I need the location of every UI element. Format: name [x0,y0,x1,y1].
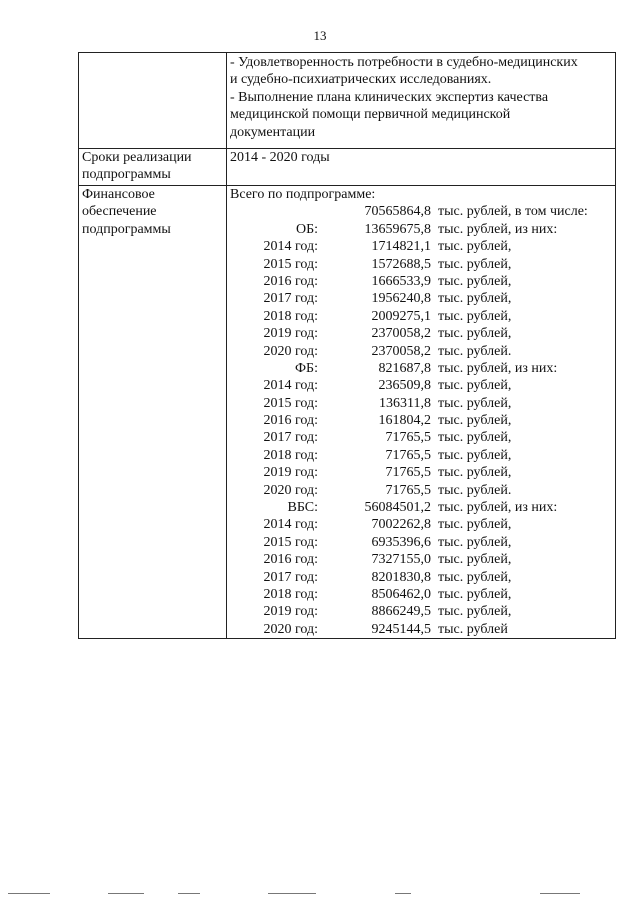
finance-line-unit: тыс. рублей, [438,587,512,602]
finance-line-unit: тыс. рублей [438,621,508,637]
period-label-cell [79,149,227,186]
finance-line-label: 2017 год: [263,291,318,307]
period-row [79,149,616,186]
finance-line-unit: тыс. рублей, [438,604,512,620]
finance-line-label: 2015 год: [263,395,318,411]
finance-line-unit: тыс. рублей. [438,343,512,359]
finance-line-value: 821687,8 [378,360,431,376]
finance-line-value: 2370058,2 [371,326,431,342]
finance-line-value: 1666533,9 [371,273,431,289]
finance-line-label: 2016 год: [263,273,318,289]
finance-line-label: 2020 год: [263,621,318,637]
finance-line-label: 2020 год: [263,482,318,498]
scan-mark [178,893,200,894]
finance-line [230,464,612,481]
finance-line-unit: тыс. рублей, [438,273,512,289]
finance-line [230,534,612,551]
finance-line-value: 8506462,0 [371,587,431,602]
finance-line [230,308,612,325]
subprogram-passport-table [78,52,616,639]
finance-line-unit: тыс. рублей, [438,569,512,585]
finance-line-value: 13659675,8 [364,221,431,237]
finance-line-unit: тыс. рублей, из них: [438,360,558,376]
finance-line-label: 2014 год: [263,239,318,255]
finance-line-unit: тыс. рублей, [438,465,512,481]
finance-line-unit: тыс. рублей, [438,326,512,342]
finance-line-value: 8201830,8 [371,569,431,585]
scan-mark [108,893,144,894]
period-label-line: Сроки реализации [82,150,192,165]
finance-line-label: 2014 год: [263,517,318,533]
finance-line-value: 71765,5 [385,482,431,498]
finance-line [230,325,612,342]
finance-line-unit: тыс. рублей, [438,291,512,307]
finance-line-value: 71765,5 [385,465,431,481]
finance-line-unit: тыс. рублей, [438,534,512,550]
finance-line-label: 2020 год: [263,343,318,359]
finance-content-cell [227,186,616,639]
finance-label-line: Финансовое [82,187,155,202]
finance-line-value: 9245144,5 [371,621,431,637]
finance-line-unit: тыс. рублей, [438,517,512,533]
finance-label-line: обеспечение [82,204,157,220]
finance-total-label: Всего по подпрограмме: [230,187,376,202]
finance-line [230,429,612,446]
finance-line-label: 2015 год: [263,256,318,272]
finance-line-unit: тыс. рублей, [438,239,512,255]
finance-line-value: 2370058,2 [371,343,431,359]
finance-line-label: 2016 год: [263,413,318,429]
finance-line [230,551,612,568]
finance-line-label: 2014 год: [263,378,318,394]
scan-mark [8,893,50,894]
finance-lines [230,203,612,638]
finance-line [230,621,612,638]
finance-line-label: 2017 год: [263,569,318,585]
finance-line-unit: тыс. рублей, [438,430,512,446]
finance-line-value: 56084501,2 [364,500,431,516]
finance-line-value: 236509,8 [378,378,431,394]
finance-line-label: 2016 год: [263,552,318,568]
finance-line-label: 2019 год: [263,326,318,342]
scan-footer-marks [0,893,640,897]
finance-line-label: 2018 год: [263,308,318,324]
result-line: документации [230,124,316,140]
finance-line-value: 6935396,6 [371,534,431,550]
results-label-cell [79,53,227,149]
period-label-line: подпрограммы [82,167,171,183]
finance-line-unit: тыс. рублей, [438,378,512,394]
finance-line-unit: тыс. рублей, [438,395,512,411]
finance-line-label: 2018 год: [263,447,318,463]
finance-line-value: 71765,5 [385,430,431,446]
result-line: и судебно-психиатрических исследованиях. [230,72,492,88]
scan-mark [395,893,411,894]
finance-line [230,238,612,255]
result-line: - Выполнение плана клинических экспертиз качества [230,89,549,105]
finance-line [230,343,612,360]
results-row [79,53,616,149]
scan-mark [540,893,580,894]
finance-line-unit: тыс. рублей, [438,552,512,568]
finance-label-line: подпрограммы [82,221,171,237]
finance-line-label: 2019 год: [263,465,318,481]
result-line: - Удовлетворенность потребности в судебно-медицинских [230,55,578,70]
finance-line [230,377,612,394]
finance-line-unit: тыс. рублей. [438,482,512,498]
finance-line-unit: тыс. рублей, [438,256,512,272]
finance-line-unit: тыс. рублей, [438,413,512,429]
finance-line-value: 8866249,5 [371,604,431,620]
finance-line [230,203,612,220]
finance-line-label: ФБ: [295,360,318,376]
finance-line-label: ВБС: [287,500,318,516]
period-value-cell [227,149,616,186]
finance-line-unit: тыс. рублей, из них: [438,500,558,516]
finance-line [230,256,612,273]
result-line: медицинской помощи первичной медицинской [230,107,511,123]
finance-line [230,412,612,429]
finance-line-value: 1572688,5 [371,256,431,272]
finance-line-label: ОБ: [295,221,318,237]
finance-line-value: 136311,8 [379,395,431,411]
finance-line-unit: тыс. рублей, из них: [438,221,558,237]
finance-line [230,273,612,290]
finance-line-value: 2009275,1 [371,308,431,324]
finance-line-value: 7327155,0 [371,552,431,568]
finance-line-unit: тыс. рублей, [438,447,512,463]
finance-line-value: 161804,2 [378,413,431,429]
finance-line [230,395,612,412]
finance-line [230,499,612,516]
finance-line [230,516,612,533]
finance-line-value: 71765,5 [385,447,431,463]
finance-line-label [230,203,318,220]
page-number: 13 [313,28,327,43]
finance-line-value: 70565864,8 [364,204,431,220]
finance-line [230,482,612,499]
finance-line-unit: тыс. рублей, [438,308,512,324]
finance-line-unit: тыс. рублей, в том числе: [438,204,588,220]
finance-line-label: 2017 год: [263,430,318,446]
finance-line [230,569,612,586]
finance-label-cell [79,186,227,639]
finance-line [230,447,612,464]
finance-line [230,360,612,377]
results-content-cell [227,53,616,149]
finance-line [230,603,612,620]
finance-line-value: 1956240,8 [371,291,431,307]
finance-line-label: 2019 год: [263,604,318,620]
finance-line [230,221,612,238]
scan-mark [268,893,316,894]
finance-row [79,186,616,639]
finance-line-value: 1714821,1 [371,239,431,255]
finance-line-label: 2018 год: [263,587,318,602]
finance-line-value: 7002262,8 [371,517,431,533]
finance-line [230,290,612,307]
finance-line [230,586,612,603]
period-value: 2014 - 2020 годы [230,150,330,165]
finance-line-label: 2015 год: [263,534,318,550]
